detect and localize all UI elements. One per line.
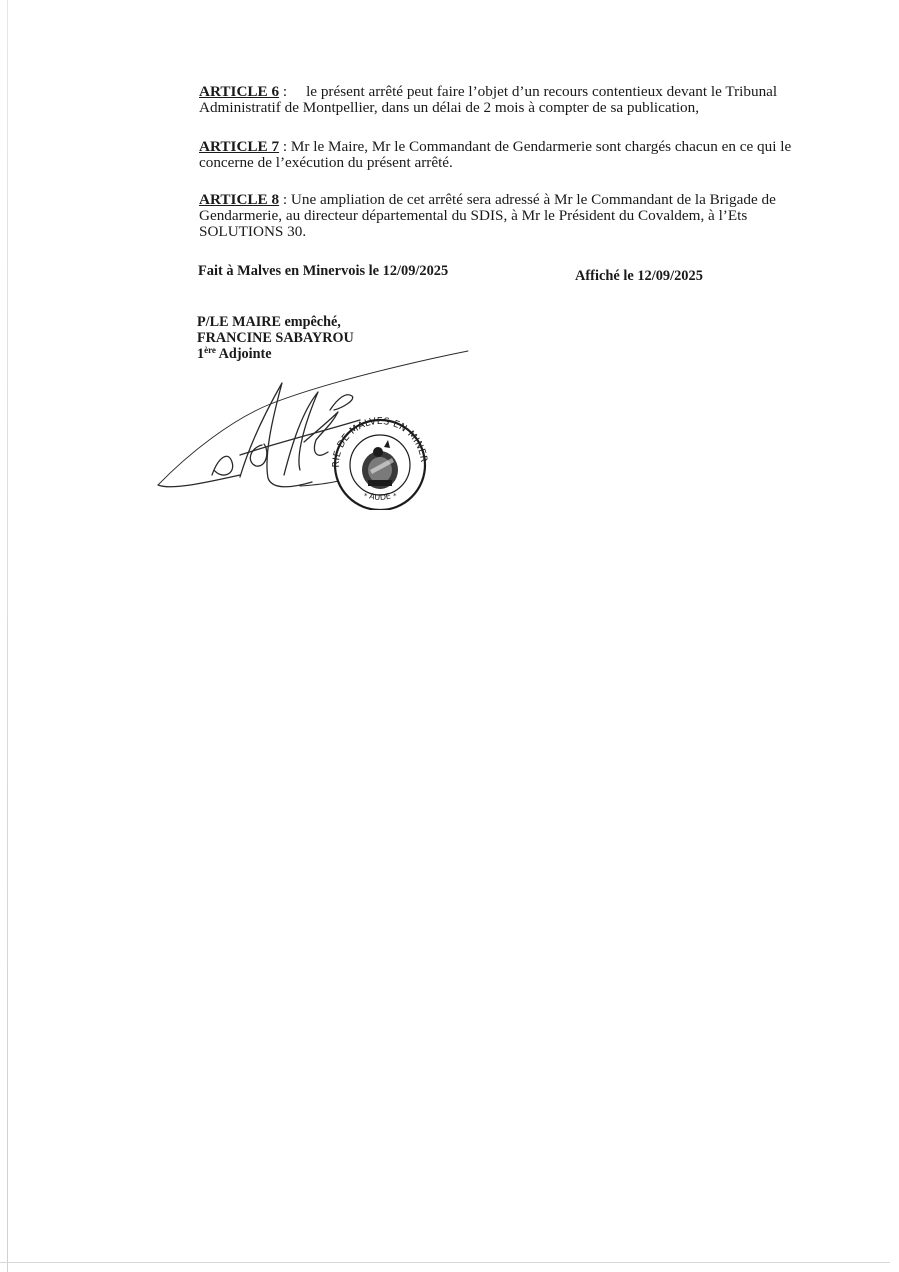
scan-edge-left xyxy=(7,0,8,1272)
article-6-text-1: le présent arrêté peut faire l’objet d’un recours contentieux devant le Tribunal xyxy=(306,83,778,100)
article-6-gap xyxy=(287,83,306,100)
signature-and-seal xyxy=(150,340,480,510)
posted-date: Affiché le 12/09/2025 xyxy=(575,268,703,284)
signatory-role-number: 1 xyxy=(197,346,205,362)
seal-bottom-text: AUDE xyxy=(368,491,392,503)
signatory-line-1: P/LE MAIRE empêché, xyxy=(197,314,341,330)
article-8-text-1: Une ampliation de cet arrêté sera adressé à Mr le Commandant de la Brigade de xyxy=(290,191,776,208)
place-date: Fait à Malves en Minervois le 12/09/2025 xyxy=(198,263,449,279)
article-8-line-1 xyxy=(199,192,799,208)
article-8-line-3: SOLUTIONS 30. xyxy=(199,223,307,240)
signatory-line-2: FRANCINE SABAYROU xyxy=(197,330,354,346)
article-7-label: ARTICLE 7 xyxy=(199,138,280,155)
signatory-role-superscript: ère xyxy=(204,345,216,355)
article-8-line-2: Gendarmerie, au directeur départemental du SDIS, à Mr le Président du Covaldem, à l’Ets xyxy=(199,207,748,224)
article-6-label: ARTICLE 6 xyxy=(199,83,280,100)
article-6-line-2: Administratif de Montpellier, dans un délai de 2 mois à compter de sa publication, xyxy=(199,99,700,116)
article-8-label: ARTICLE 8 xyxy=(199,191,280,208)
article-8 xyxy=(199,192,799,240)
signatory-role-title: Adjointe xyxy=(215,346,272,362)
scan-edge-bottom xyxy=(0,1262,890,1263)
article-6 xyxy=(199,84,799,116)
article-7-separator: : xyxy=(279,138,288,155)
seal-top-text: RIE DE MALVES EN MINER xyxy=(330,415,429,468)
article-7-text-1: Mr le Maire, Mr le Commandant de Gendarmerie sont chargés chacun en ce qui le xyxy=(290,138,792,155)
svg-text:*: * xyxy=(393,492,397,500)
article-8-separator: : xyxy=(279,191,288,208)
article-6-line-1 xyxy=(199,84,799,100)
article-6-separator: : xyxy=(279,83,288,100)
article-7-line-1 xyxy=(199,139,799,155)
svg-text:*: * xyxy=(364,492,368,500)
article-7-line-2: concerne de l’exécution du présent arrêté. xyxy=(199,154,453,171)
article-7 xyxy=(199,139,799,171)
